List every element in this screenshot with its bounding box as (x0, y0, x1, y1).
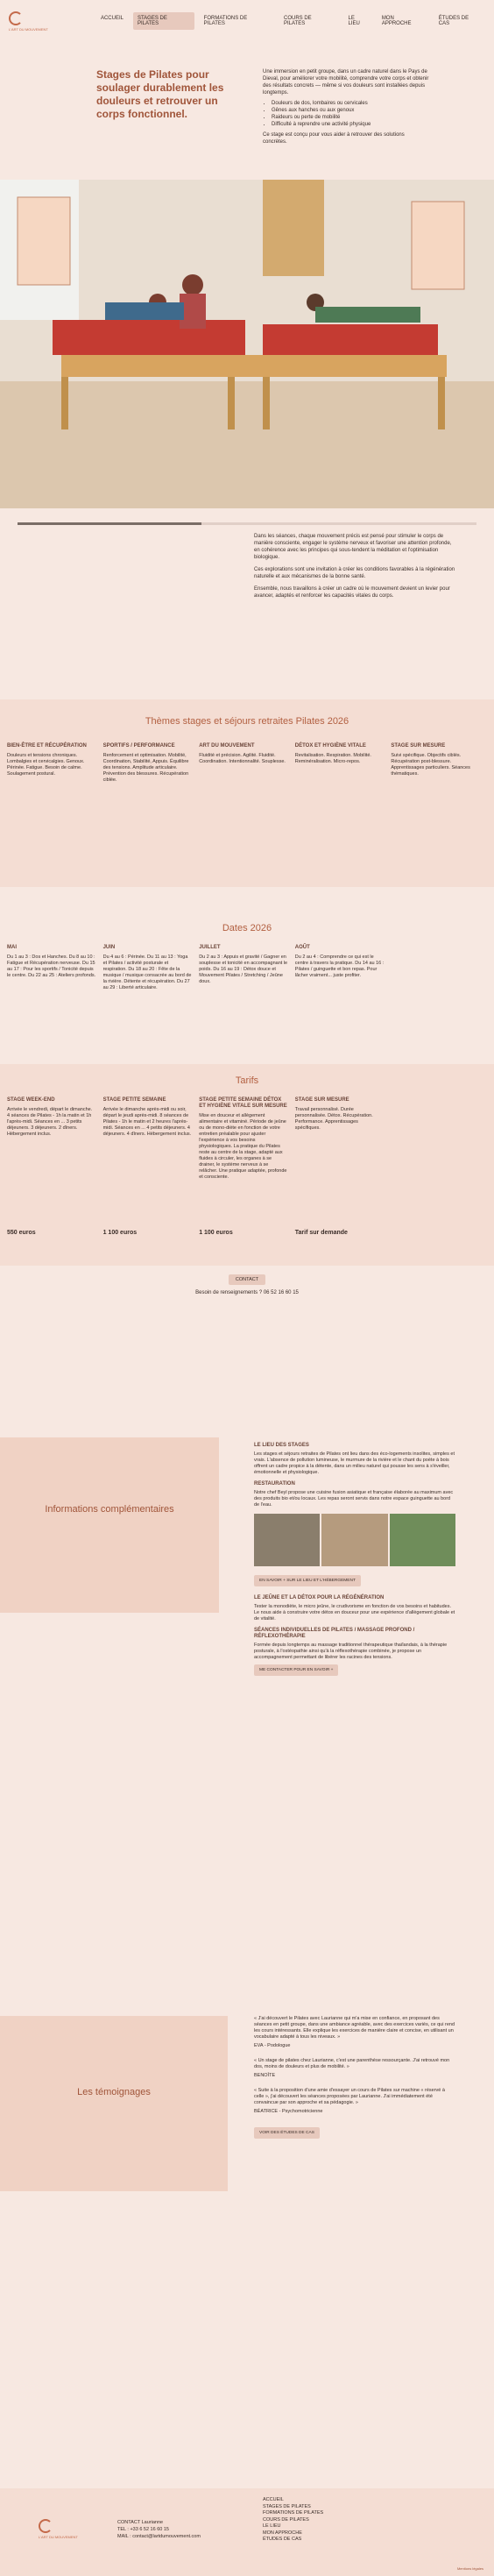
hero-after: Ce stage est conçu pour vous aider à retrouver des solutions concrètes. (263, 132, 405, 145)
tarif-price: 1 100 euros (102, 1230, 138, 1236)
contact-button[interactable]: CONTACT (229, 1274, 265, 1285)
dates-title: Dates 2026 (222, 923, 272, 933)
info-heading: LE LIEU DES STAGES (254, 1443, 309, 1448)
theme-text: Renforcement et optimisation. Mobilité, Coordination, Stabilité, Appuis. Équilibre des tensions. Amplitude articulaire. Prévention des blessures. Récupération ciblée. (102, 753, 189, 783)
logo[interactable] (9, 11, 61, 32)
hero-bullet: • Gênes aux hanches ou aux genoux (272, 107, 429, 114)
intro (254, 533, 455, 605)
photo-food (321, 1514, 387, 1566)
info-text: Les stages et séjours retraites de Pilates ont lieu dans des éco-logements insolites, simples et vrais. L'absence de pollution lumineuse, le murmure de la rivière et le chant du poète à bois offrent un cadre propice à la détente, dans un milieu naturel qui pousse les sens à s'éveiller, émotionnelle et physiologique. (254, 1451, 455, 1475)
footer-contact-name: CONTACT Laurianne (117, 2520, 164, 2525)
tarif-price: 1 100 euros (199, 1230, 233, 1236)
tarif-col (391, 1097, 487, 1246)
logo-icon (9, 11, 23, 25)
testimonial-author: EVA - Podologue (254, 2043, 291, 2048)
intro-paragraph: Ensemble, nous travaillons à créer un cadre où le mouvement devient un levier pour avancer, adaptés et renforcer les capacités vitales du corps. (254, 586, 450, 599)
nav-formations[interactable]: FORMATIONS DE PILATES (203, 16, 248, 26)
infos-title: Informations complémentaires (45, 1504, 174, 1515)
theme-heading: BIEN-ÊTRE ET RÉCUPÉRATION (7, 743, 87, 749)
theme-heading: SPORTIFS / PERFORMANCE (102, 743, 175, 749)
footer-nav (263, 2497, 323, 2544)
contact-row (0, 1274, 494, 1295)
date-heading: AOÛT (294, 945, 310, 950)
info-heading: LE JEÛNE ET LA DÉTOX POUR LA RÉGÉNÉRATION (254, 1595, 385, 1600)
date-text: Du 1 au 3 : Dos et Hanches. Du 8 au 10 : Fatigue et Récupération nerveuse. Du 15 au 17 : Pour les sportifs / Tonicité depuis le centre. Du 22 au 25 : Ateliers profonds. (7, 954, 96, 978)
footer-link[interactable]: STAGES DE PILATES (263, 2503, 311, 2509)
theme-col (391, 743, 487, 784)
intro-paragraph: Ces explorations sont une invitation à créer les conditions favorables à la régénération naturelle et aux mécanismes de la bonne santé. (254, 567, 455, 579)
dates-columns (0, 945, 494, 991)
tarif-heading: STAGE SUR MESURE (294, 1097, 349, 1103)
date-heading: JUILLET (199, 945, 221, 950)
info-text: Tester la monodiète, le micro jeûne, le crudivorisme en fonction de vos besoins et habitudes. Le nous aide à construire votre détox en douceur pour une expérience d'allègement globale et de vitalité. (254, 1604, 455, 1622)
contact-info: Besoin de renseignements ? 06 52 16 60 15 (195, 1290, 299, 1295)
date-col (295, 945, 392, 991)
testimonials-section (254, 2016, 455, 2142)
tarif-col (199, 1097, 295, 1246)
date-col (391, 945, 487, 991)
testimonials-title: Les témoignages (77, 2087, 151, 2097)
photo-garden (390, 1514, 455, 1566)
hero-title: Stages de Pilates pour soulager durablement les douleurs et retrouver un corps fonctionnel. (96, 68, 224, 120)
footer (0, 2488, 494, 2576)
footer-logo[interactable] (39, 2519, 91, 2539)
footer-link[interactable]: FORMATIONS DE PILATES (263, 2510, 324, 2516)
theme-col (103, 743, 200, 784)
theme-col (7, 743, 103, 784)
theme-col (199, 743, 295, 784)
testimonial-text: « Un stage de pilates chez Laurianne, c'est une parenthèse ressourçante. J'ai retrouvé mon dos, moins de douleurs et plus de mobilité. » (254, 2058, 450, 2069)
hero-bullet: • Difficulté à reprendre une activité physique (272, 121, 429, 128)
hero-bullet: • Douleurs de dos, lombaires ou cervicales (272, 100, 429, 107)
nav-lieu[interactable]: LE LIEU (348, 16, 360, 26)
tarifs-section (0, 1064, 494, 1266)
nav-cours[interactable]: COURS DE PILATES (284, 16, 312, 26)
progress-fill (18, 522, 201, 525)
tarif-heading: STAGE PETITE SEMAINE DÉTOX ET HYGIÈNE VITALE SUR MESURE (199, 1097, 287, 1109)
themes-columns (0, 743, 494, 784)
date-text: Du 4 au 6 : Périnée. Du 11 au 13 : Yoga et Pilates / activité posturale et respiration. Du 18 au 20 : Fête de la musique / musique consacrée au bord de la rivière. Détente et récupération. Du 27 au 29 : Liberté articulaire. (102, 954, 192, 990)
themes-title: Thèmes stages et séjours retraites Pilates 2026 (145, 716, 349, 727)
tarif-col (295, 1097, 392, 1246)
info-text: Formée depuis longtemps au massage traditionnel thérapeutique thaïlandais, à la thérapie posturale, à l'ostéopathie ainsi qu'à la réflexothérapie combinée, je propose un accompagnement permettant de libérer les racines des tensions. (254, 1643, 448, 1660)
hero-text (0, 42, 494, 145)
tarif-text: Travail personnalisé. Durée personnalisée. Détox. Récupération. Performance. Apprentissages spécifiques. (294, 1107, 373, 1131)
theme-heading: STAGE SUR MESURE (391, 743, 446, 749)
theme-text: Revitalisation. Respiration. Mobilité. Reminéralisation. Micro-repos. (294, 753, 371, 764)
hero-desc-text: Une immersion en petit groupe, dans un cadre naturel dans le Pays de Dieval, pour améliorer votre mobilité, comprendre votre corps et obtenir des résultats concrets — même si vos douleurs sont installées depuis longtemps. (263, 69, 429, 96)
tarif-text: Arrivée le vendredi, départ le dimanche. 4 séances de Pilates - 1h la matin et 1h l'après-midi. Séances en ... 3 petits déjeuners. 3 déjeuners. 2 dîners. Hébergement inclus. (7, 1107, 93, 1137)
nav-stages[interactable]: STAGES DE PILATES (133, 12, 194, 30)
theme-heading: DÉTOX ET HYGIÈNE VITALE (294, 743, 366, 749)
footer-contact (117, 2519, 201, 2540)
tarif-heading: STAGE PETITE SEMAINE (102, 1097, 166, 1103)
case-studies-button[interactable]: VOIR DES ÉTUDES DE CAS (254, 2127, 320, 2139)
logo-text: L'ART DU MOUVEMENT (9, 26, 48, 32)
infos-section (254, 1437, 455, 1679)
tarif-col (7, 1097, 103, 1246)
date-heading: MAI (7, 945, 17, 950)
restaurant-images (254, 1514, 455, 1566)
footer-link[interactable]: LE LIEU (263, 2523, 281, 2529)
lieu-button[interactable]: EN SAVOIR + SUR LE LIEU ET L'HÉBERGEMENT (254, 1575, 361, 1586)
date-col (199, 945, 295, 991)
footer-link[interactable]: ÉTUDES DE CAS (263, 2537, 302, 2542)
testimonial-text: « J'ai découvert le Pilates avec Laurianne qui m'a mise en confiance, en proposant des séances en petit groupe, dans une ambiance agréable, avec des exercices variés, ce qui rend les cours intéressants. Elle explique les exercices de manière claire et concise, en utilisant un vocabulaire adapté à tous les niveaux. » (254, 2016, 455, 2040)
testimonials-title-box (0, 2016, 228, 2191)
nav-etudes[interactable]: ÉTUDES DE CAS (438, 16, 469, 26)
tarif-col (103, 1097, 200, 1246)
intro-paragraph: Dans les séances, chaque mouvement précis est pensé pour stimuler le corps de manière consciente, engager le système nerveux et favoriser une attention profonde, en cohérence avec les principes qui sous-tendent la méditation et l'optimisation biologique. (254, 534, 452, 560)
infos-title-box (0, 1437, 219, 1613)
date-heading: JUIN (102, 945, 116, 950)
nav-approche[interactable]: MON APPROCHE (381, 16, 412, 26)
theme-text: Douleurs et tensions chroniques. Lombalgies et cervicalgies. Genoux. Périnée. Fatigue. Besoin de calme. Soulagement postural. (7, 753, 85, 777)
tarifs-columns (0, 1097, 494, 1246)
theme-heading: ART DU MOUVEMENT (199, 743, 255, 749)
hero-bullet: • Raideurs ou perte de mobilité (272, 114, 429, 121)
tarif-heading: STAGE WEEK-END (7, 1097, 55, 1103)
tarifs-title: Tarifs (235, 1075, 259, 1086)
testimonial-author: BÉATRICE - Psychomotricienne (254, 2109, 323, 2114)
hero-photo-pilates-reformers (0, 180, 494, 508)
date-col (7, 945, 103, 991)
tarif-price: Tarif sur demande (294, 1230, 348, 1236)
logo-text: L'ART DU MOUVEMENT (39, 2535, 78, 2539)
nav-accueil[interactable]: ACCUEIL (100, 16, 124, 21)
footer-link[interactable]: ACCUEIL (263, 2497, 284, 2502)
footer-link[interactable]: MON APPROCHE (263, 2530, 302, 2536)
footer-link[interactable]: COURS DE PILATES (263, 2516, 309, 2523)
contact-more-button[interactable]: ME CONTACTER POUR EN SAVOIR + (254, 1664, 338, 1676)
info-heading: SÉANCES INDIVIDUELLES DE PILATES / MASSAGE PROFOND / RÉFLEXOTHÉRAPIE (254, 1628, 415, 1639)
theme-col (295, 743, 392, 784)
tarif-price: 550 euros (7, 1230, 36, 1236)
tarif-text: Arrivée le dimanche après-midi ou soir, départ le jeudi après-midi. 8 séances de Pilates - 1h le matin et 2 heures l'après-midi. Séances en ... 4 petits déjeuners. 4 déjeuners. 4 dîners. Hébergement inclus. (102, 1107, 192, 1137)
hero-desc (263, 68, 429, 145)
footer-credits[interactable]: Mentions légales (456, 2566, 483, 2571)
main-nav (96, 12, 485, 30)
hero-carousel-progress[interactable] (18, 522, 476, 525)
date-text: Du 2 au 3 : Appuis et gravité / Gagner en souplesse et tonicité en accompagnant le poids. Du 16 au 19 : Détox douce et Mouvement Pilates / Stretching / Jeûne doux. (199, 954, 288, 984)
themes-section (0, 699, 494, 887)
date-col (103, 945, 200, 991)
info-heading: RESTAURATION (254, 1481, 295, 1487)
footer-mail[interactable]: MAIL : contact@lartdumouvement.com (117, 2534, 201, 2539)
photo-cave (254, 1514, 320, 1566)
topbar (0, 0, 494, 42)
date-text: Du 2 au 4 : Comprendre ce qui est le centre à travers la pratique. Du 14 au 16 : Pilates / guinguette et bon repas. Pour lâcher vraiment... juste profiter. (294, 954, 385, 978)
hero-bullets (272, 100, 429, 128)
testimonial-text: « Suite à la proposition d'une amie d'essayer un cours de Pilates sur machine « réservé à celle », j'ai découvert les séances proposées par Laurianne. J'ai immédiatement été convaincue par son approche et sa pédagogie. » (254, 2088, 445, 2105)
hero-illustration (0, 180, 494, 508)
footer-tel[interactable]: TEL : +33 6 52 16 60 15 (117, 2527, 169, 2532)
theme-text: Suivi spécifique. Objectifs ciblés. Récupération post-blessure. Apprentissages particuliers. Séances thématiques. (391, 753, 470, 777)
logo-icon (39, 2519, 53, 2533)
dates-section (0, 912, 494, 1052)
tarif-text: Mise en douceur et allègement alimentaire et vitaminé. Période de jeûne ou de mono-diète en fonction de votre entretien préalable pour ajuster l'expérience à vos besoins physiologiques. La pratique du Pilates reste au centre de la stage, adapté aux fluides à circuler, les organes à se drainer, le système nerveux à se relâcher. Une pratique adaptée, profonde et consciente. (199, 1113, 287, 1180)
testimonial-author: BENOÎTE (254, 2073, 276, 2078)
info-text: Notre chef Beyl propose une cuisine fusion asiatique et française élaborée au maximum avec des produits bio et/ou locaux. Les repas seront servis dans notre espace guinguette au bord de l'eau. (254, 1490, 454, 1508)
theme-text: Fluidité et précision. Agilité. Fluidité. Coordination. Intentionnalité. Souplesse. (199, 753, 286, 764)
